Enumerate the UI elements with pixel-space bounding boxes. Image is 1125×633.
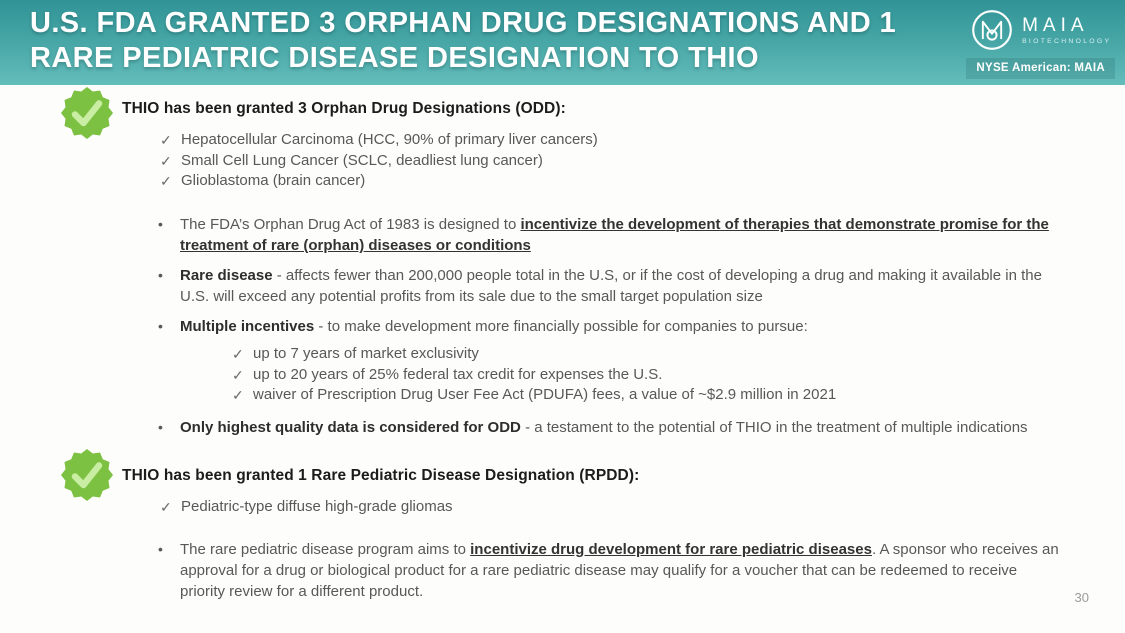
list-item xyxy=(232,385,836,406)
bullet-emphasis: incentivize drug development for rare pediatric diseases xyxy=(470,541,872,558)
list-item xyxy=(232,365,836,386)
green-seal-check-icon xyxy=(61,87,113,139)
bullet-body: - affects fewer than 200,000 people total in the U.S, or if the cost of developing a drug and making it available in the U.S. will exceed any potential profits from its sale due to the small target population size xyxy=(180,267,1042,305)
bullet-body: - a testament to the potential of THIO in the treatment of multiple indications xyxy=(520,419,1028,436)
bullet-multiple-incentives xyxy=(158,316,1065,337)
green-seal-check-icon xyxy=(61,449,113,501)
bullet-rare-disease xyxy=(158,265,1065,307)
bullet-icon: • xyxy=(158,267,163,283)
bullet-emphasis: incentivize the development of therapies that demonstrate promise for the treatment of rare (orphan) diseases or conditions xyxy=(180,216,1049,254)
ticker-label: NYSE American: MAIA xyxy=(966,58,1115,79)
check-item-text: up to 20 years of 25% federal tax credit for expenses the U.S. xyxy=(253,365,663,383)
check-icon: ✓ xyxy=(232,366,244,383)
list-item xyxy=(160,130,598,151)
bullet-text xyxy=(180,265,1065,307)
bullet-icon: • xyxy=(158,541,163,557)
title-line-2: RARE PEDIATRIC DISEASE DESIGNATION TO THIO xyxy=(30,42,759,74)
list-item xyxy=(232,344,836,365)
list-item xyxy=(160,151,598,172)
bullet-icon: • xyxy=(158,318,163,334)
rpdd-check-list xyxy=(160,497,453,518)
check-icon: ✓ xyxy=(160,132,172,148)
check-icon: ✓ xyxy=(232,346,244,362)
bullet-text xyxy=(180,417,1065,438)
section-heading-rpdd: THIO has been granted 1 Rare Pediatric Disease Designation (RPDD): xyxy=(122,467,640,484)
check-item-text: Pediatric-type diffuse high-grade gliomas xyxy=(181,498,453,515)
bullet-lead: Only highest quality data is considered for ODD xyxy=(180,419,521,436)
brand-subtitle: BIOTECHNOLOGY xyxy=(1022,37,1112,45)
title-line-1: U.S. FDA GRANTED 3 ORPHAN DRUG DESIGNATIONS AND 1 xyxy=(30,7,897,39)
bullet-body: The FDA’s Orphan Drug Act of 1983 is designed to xyxy=(180,216,521,233)
brand-block xyxy=(966,8,1115,79)
incentives-check-list xyxy=(232,344,836,406)
brand-name: MAIA xyxy=(1022,14,1089,36)
section-heading-odd: THIO has been granted 3 Orphan Drug Designations (ODD): xyxy=(122,100,566,117)
page-number: 30 xyxy=(1074,590,1089,605)
bullet-body: . A sponsor who receives an approval for a drug or biological product for a rare pediatric disease may qualify for a voucher that can be redeemed to receive priority review for a different product. xyxy=(180,541,1059,600)
bullet-rare-pediatric-program xyxy=(158,539,1065,602)
check-item-text: up to 7 years of market exclusivity xyxy=(253,345,479,362)
check-item-text: Glioblastoma (brain cancer) xyxy=(181,172,366,190)
bullet-text xyxy=(180,539,1065,602)
bullet-text xyxy=(180,214,1065,256)
bullet-highest-quality-data xyxy=(158,417,1065,438)
brand-row xyxy=(966,8,1115,52)
header-banner xyxy=(0,0,1125,85)
check-item-text: waiver of Prescription Drug User Fee Act (PDUFA) fees, a value of ~$2.9 million in 2021 xyxy=(253,386,837,404)
bullet-icon: • xyxy=(158,419,163,435)
check-item-text: Small Cell Lung Cancer (SCLC, deadliest lung cancer) xyxy=(181,151,543,169)
slide-title xyxy=(30,6,896,76)
bullet-text xyxy=(180,316,1065,337)
check-icon: ✓ xyxy=(160,152,172,169)
bullet-lead: Rare disease xyxy=(180,267,273,284)
maia-monogram-circle-icon xyxy=(970,8,1014,52)
brand-text xyxy=(1022,16,1111,45)
check-item-text: Hepatocellular Carcinoma (HCC, 90% of primary liver cancers) xyxy=(181,131,598,148)
bullet-orphan-drug-act xyxy=(158,214,1065,256)
bullet-icon: • xyxy=(158,216,163,232)
list-item xyxy=(160,171,598,192)
bullet-body: The rare pediatric disease program aims to xyxy=(180,541,471,558)
check-icon: ✓ xyxy=(160,173,172,190)
bullet-body: - to make development more financially possible for companies to pursue: xyxy=(314,318,808,335)
odd-check-list xyxy=(160,130,598,192)
check-icon: ✓ xyxy=(160,499,172,515)
bullet-lead: Multiple incentives xyxy=(180,318,315,335)
list-item xyxy=(160,497,453,518)
check-icon: ✓ xyxy=(232,387,244,404)
